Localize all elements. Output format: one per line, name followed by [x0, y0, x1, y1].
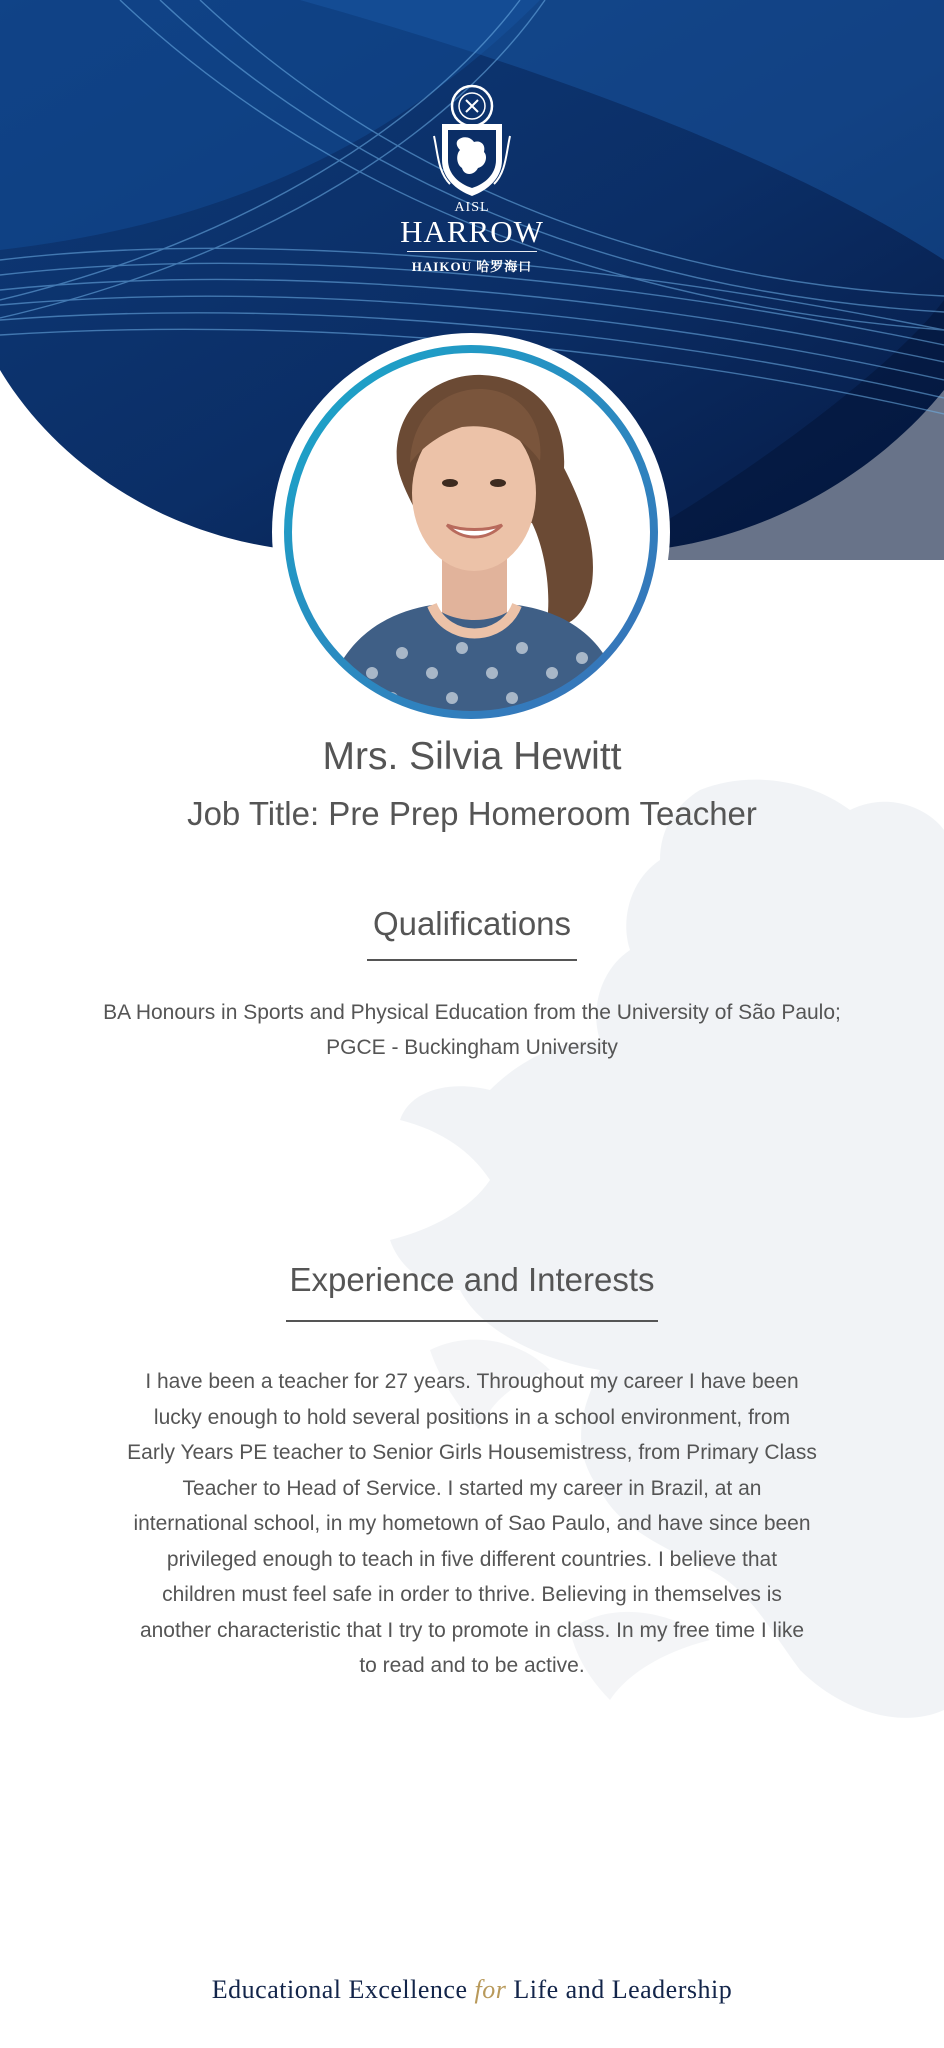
teacher-photo — [282, 343, 660, 721]
logo-divider — [407, 251, 537, 252]
job-title: Job Title: Pre Prep Homeroom Teacher — [187, 795, 757, 832]
experience-line: Early Years PE teacher to Senior Girls Housemistress, from Primary Class — [127, 1441, 817, 1464]
experience-line: privileged enough to teach in five different countries. I believe that — [166, 1547, 778, 1571]
qualification-line: BA Honours in Sports and Physical Education from the University of São Paulo; — [103, 1001, 841, 1024]
qualifications-underline — [367, 959, 577, 961]
experience-line: children must feel safe in order to thrive. Believing in themselves is — [162, 1583, 782, 1606]
qualification-line: PGCE - Buckingham University — [326, 1036, 618, 1059]
tagline-end: Life and Leadership — [506, 1975, 733, 2004]
qualifications-heading: Qualifications — [372, 905, 572, 942]
logo-harrow: HARROW — [400, 214, 544, 249]
teacher-name: Mrs. Silvia Hewitt — [322, 735, 622, 778]
tagline-start: Educational Excellence — [211, 1975, 475, 2004]
experience-line: another characteristic that I try to promote in class. In my free time I like — [139, 1618, 805, 1642]
crest-icon — [426, 80, 518, 198]
experience-line: I have been a teacher for 27 years. Throughout my career I have been — [145, 1370, 799, 1393]
experience-underline — [286, 1320, 658, 1322]
tagline-for: for — [474, 1975, 507, 2004]
experience-line: Teacher to Head of Service. I started my career in Brazil, at an — [182, 1476, 762, 1500]
experience-heading: Experience and Interests — [289, 1261, 655, 1298]
footer-tagline — [0, 1975, 944, 2005]
experience-text — [98, 1364, 846, 1684]
logo-haikou: HAIKOU 哈罗海口 — [411, 259, 533, 274]
experience-line: lucky enough to hold several positions in a school environment, from — [153, 1405, 791, 1429]
school-logo — [392, 80, 552, 290]
logo-aisl: AISL — [454, 200, 490, 215]
experience-line: international school, in my hometown of Sao Paulo, and have since been — [133, 1512, 811, 1535]
qualifications-text — [50, 995, 894, 1065]
experience-line: to read and to be active. — [359, 1654, 585, 1677]
